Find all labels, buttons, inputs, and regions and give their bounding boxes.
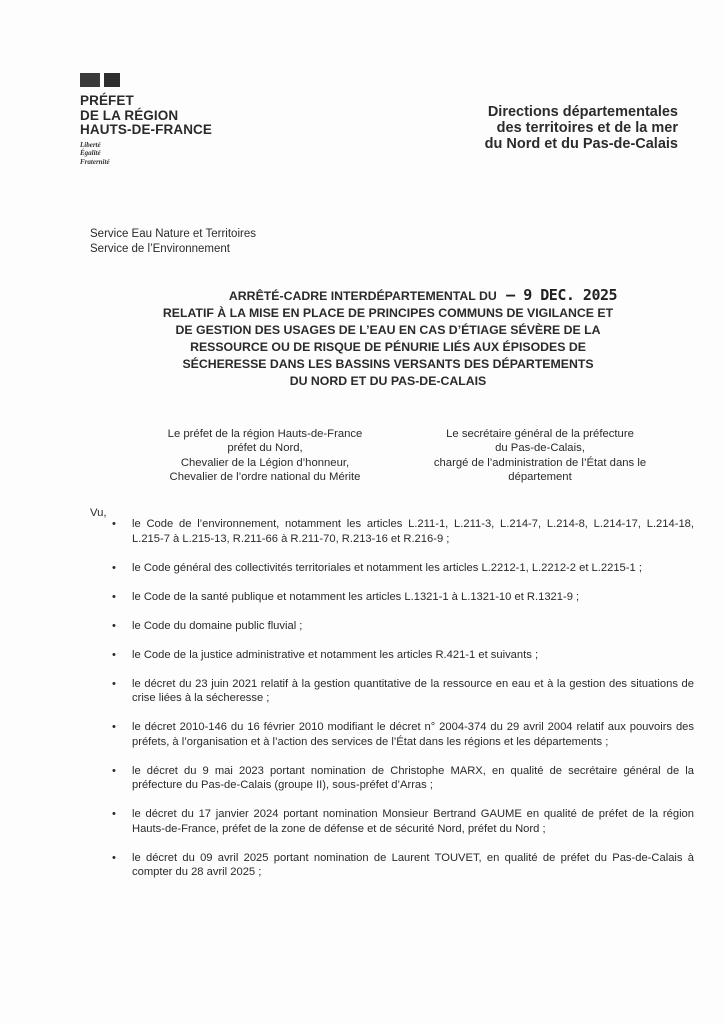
list-item-text: le Code de la santé publique et notamment les articles L.1321-1 à L.1321-10 et R.1321-9 ;	[132, 590, 580, 603]
devise-line: Liberté	[80, 140, 101, 149]
bullet-icon: •	[112, 764, 116, 777]
list-item	[110, 851, 694, 880]
bullet-icon: •	[112, 590, 116, 603]
list-item	[110, 590, 694, 605]
service-names	[90, 227, 256, 256]
list-item-text: le décret du 09 avril 2025 portant nomination de Laurent TOUVET, en qualité de préfet du Pas-de-Calais à compter du 28 avril 2025 ;	[132, 851, 694, 878]
prefet-title	[80, 94, 212, 138]
decree-title-first-line	[118, 287, 658, 305]
signatory-line: Chevalier de l’ordre national du Mérite	[169, 470, 361, 483]
directorate-line: du Nord et du Pas-de-Calais	[484, 136, 678, 152]
list-item-text: le Code général des collectivités territoriales et notamment les articles L.2212-1, L.2212-2 et L.2215-1 ;	[132, 561, 642, 574]
list-item	[110, 807, 694, 836]
list-item-text: le Code de l’environnement, notamment les articles L.211-1, L.211-3, L.214-7, L.214-8, L.214-17, L.214-18, L.215-7 à L.215-13, R.211-66 à R.211-70, R.213-16 et R.216-9 ;	[132, 518, 694, 545]
list-item	[110, 648, 694, 663]
bullet-icon: •	[112, 808, 116, 820]
signatory-line: préfet du Nord,	[227, 442, 303, 455]
list-item	[110, 764, 694, 793]
directorate-line: Directions départementales	[487, 104, 678, 120]
list-item-text: le Code du domaine public fluvial ;	[132, 619, 303, 632]
list-item	[110, 720, 694, 749]
signatory-line: Chevalier de la Légion d’honneur,	[180, 456, 350, 469]
marianne-flag-icon	[80, 73, 120, 87]
list-item-text: le décret du 23 juin 2021 relatif à la gestion quantitative de la ressource en eau et à la gestion des situations de crise liées à la sécheresse ;	[132, 677, 694, 704]
service-name: Service Eau Nature et Territoires	[90, 228, 256, 240]
signatory-line: du Pas-de-Calais,	[495, 442, 585, 455]
signatory-nord	[150, 427, 380, 484]
bullet-icon: •	[112, 561, 116, 574]
service-name: Service de l’Environnement	[90, 242, 230, 255]
list-item	[110, 561, 694, 576]
signatory-line: Le secrétaire général de la préfecture	[446, 428, 634, 440]
signatory-pas-de-calais	[405, 427, 675, 484]
list-item-text: le Code de la justice administrative et notamment les articles R.421-1 et suivants ;	[132, 648, 539, 661]
decree-title	[118, 287, 658, 390]
bullet-icon: •	[112, 721, 116, 733]
decree-title-line: RELATIF À LA MISE EN PLACE DE PRINCIPES COMMUNS DE VIGILANCE ET	[162, 306, 614, 320]
devise-line: Égalité	[80, 149, 101, 157]
list-item	[110, 619, 694, 634]
signatory-line: département	[508, 470, 572, 483]
legal-references-list	[110, 517, 694, 894]
bullet-icon: •	[112, 619, 116, 632]
prefet-logo-block	[80, 73, 212, 166]
devise	[80, 141, 212, 167]
list-item-text: le décret du 17 janvier 2024 portant nomination Monsieur Bertrand GAUME en qualité de préfet de la région Hauts-de-France, préfet de la zone de défense et de sécurité Nord, préfet du Nord ;	[132, 808, 694, 835]
prefet-title-line: DE LA RÉGION	[80, 107, 179, 123]
decree-title-line: DE GESTION DES USAGES DE L’EAU EN CAS D’ÉTIAGE SÉVÈRE DE LA	[175, 323, 601, 337]
decree-title-line: SÉCHERESSE DANS LES BASSINS VERSANTS DES DÉPARTEMENTS	[182, 357, 594, 371]
bullet-icon: •	[112, 648, 116, 661]
prefet-title-line: PRÉFET	[80, 93, 134, 108]
bullet-icon: •	[112, 518, 116, 530]
devise-line: Fraternité	[80, 157, 110, 166]
signatory-line: Le préfet de la région Hauts-de-France	[167, 428, 363, 440]
decree-title-line: DU NORD ET DU PAS-DE-CALAIS	[289, 374, 487, 388]
vu-label: Vu,	[90, 507, 107, 519]
bullet-icon: •	[112, 851, 116, 864]
list-item-text: le décret du 9 mai 2023 portant nomination de Christophe MARX, en qualité de secrétaire général de la préfecture du Pas-de-Calais (groupe II), sous-préfet d’Arras ;	[132, 764, 694, 791]
issuing-directorate	[485, 104, 678, 152]
bullet-icon: •	[112, 677, 116, 690]
decree-title-line: RESSOURCE OU DE RISQUE DE PÉNURIE LIÉS AUX ÉPISODES DE	[190, 340, 586, 354]
directorate-line: des territoires et de la mer	[496, 120, 678, 136]
signatory-line: chargé de l’administration de l’État dans le	[433, 456, 647, 469]
stamped-date: – 9 DEC. 2025	[506, 286, 618, 304]
list-item	[110, 677, 694, 706]
list-item-text: le décret 2010-146 du 16 février 2010 modifiant le décret n° 2004-374 du 29 avril 2004 relatif aux pouvoirs des préfets, à l’organisation et à l’action des services de l’État dans les régions et les départements ;	[132, 721, 694, 748]
prefet-title-line: HAUTS-DE-FRANCE	[80, 122, 212, 137]
decree-title-prefix: ARRÊTÉ-CADRE INTERDÉPARTEMENTAL DU	[228, 289, 497, 303]
list-item	[110, 517, 694, 546]
